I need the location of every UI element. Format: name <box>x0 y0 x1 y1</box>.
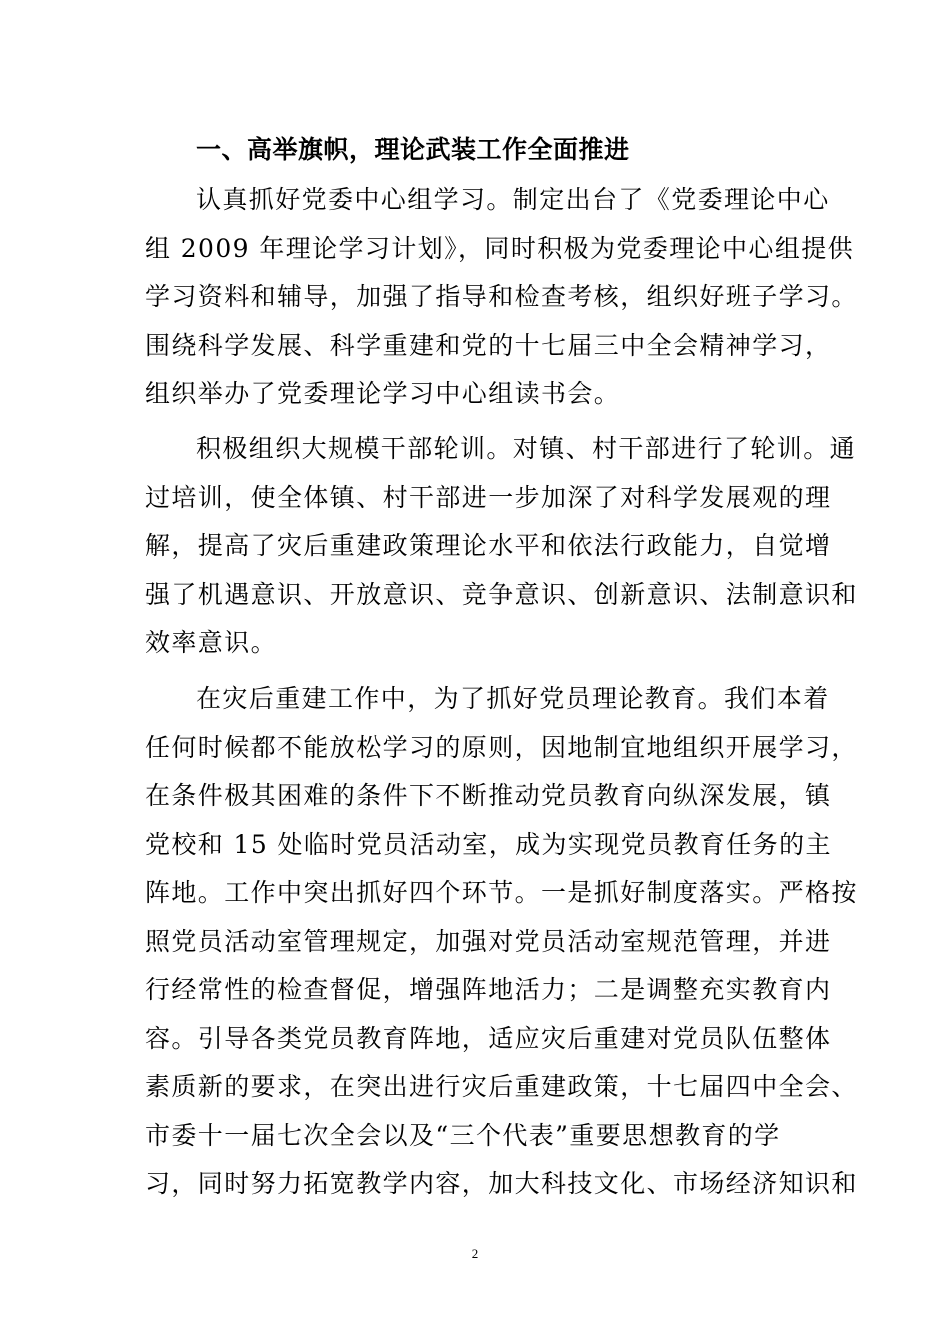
paragraph-line: 围绕科学发展、科学重建和党的十七届三中全会精神学习， <box>145 330 832 360</box>
paragraph-line: 阵地。工作中突出抓好四个环节。一是抓好制度落实。严格按 <box>145 878 858 907</box>
paragraph-line: 习，同时努力拓宽教学内容，加大科技文化、市场经济知识和 <box>145 1169 858 1198</box>
paragraph-line: 市委十一届七次全会以及“三个代表”重要思想教育的学 <box>145 1120 781 1150</box>
paragraph-line: 解，提高了灾后重建政策理论水平和依法行政能力，自觉增 <box>145 531 832 560</box>
paragraph-line: 行经常性的检查督促，增强阵地活力；二是调整充实教育内 <box>145 975 832 1004</box>
paragraph-line: 在条件极其困难的条件下不断推动党员教育向纵深发展，镇 <box>145 781 832 810</box>
paragraph-line: 任何时候都不能放松学习的原则，因地制宜地组织开展学习， <box>145 732 858 762</box>
paragraph-cadre-training <box>145 425 858 668</box>
paragraph-line: 党校和 15 处临时党员活动室，成为实现党员教育任务的主 <box>145 829 832 859</box>
page-number: 2 <box>471 1246 479 1261</box>
paragraph-line: 容。引导各类党员教育阵地，适应灾后重建对党员队伍整体 <box>145 1023 832 1053</box>
paragraph-line: 组 2009 年理论学习计划》，同时积极为党委理论中心组提供 <box>145 233 855 263</box>
paragraph-line: 过培训，使全体镇、村干部进一步加深了对科学发展观的理 <box>145 482 832 512</box>
paragraph-line: 在灾后重建工作中，为了抓好党员理论教育。我们本着 <box>196 684 830 713</box>
paragraph-line: 效率意识。 <box>145 628 278 657</box>
paragraph-line: 积极组织大规模干部轮训。对镇、村干部进行了轮训。通 <box>196 434 857 463</box>
paragraph-line: 组织举办了党委理论学习中心组读书会。 <box>145 379 621 408</box>
paragraph-line: 照党员活动室管理规定，加强对党员活动室规范管理，并进 <box>145 926 832 956</box>
paragraph-line: 学习资料和辅导，加强了指导和检查考核，组织好班子学习。 <box>145 282 858 311</box>
paragraph-line: 认真抓好党委中心组学习。制定出台了《党委理论中心 <box>196 185 830 214</box>
paragraph-line: 素质新的要求，在突出进行灾后重建政策，十七届四中全会、 <box>145 1072 858 1101</box>
section-heading: 一、高举旗帜，理论武装工作全面推进 <box>196 135 630 164</box>
paragraph-member-education <box>145 675 858 1209</box>
paragraph-central-group-study <box>145 176 858 419</box>
paragraph-line: 强了机遇意识、开放意识、竞争意识、创新意识、法制意识和 <box>145 579 858 609</box>
